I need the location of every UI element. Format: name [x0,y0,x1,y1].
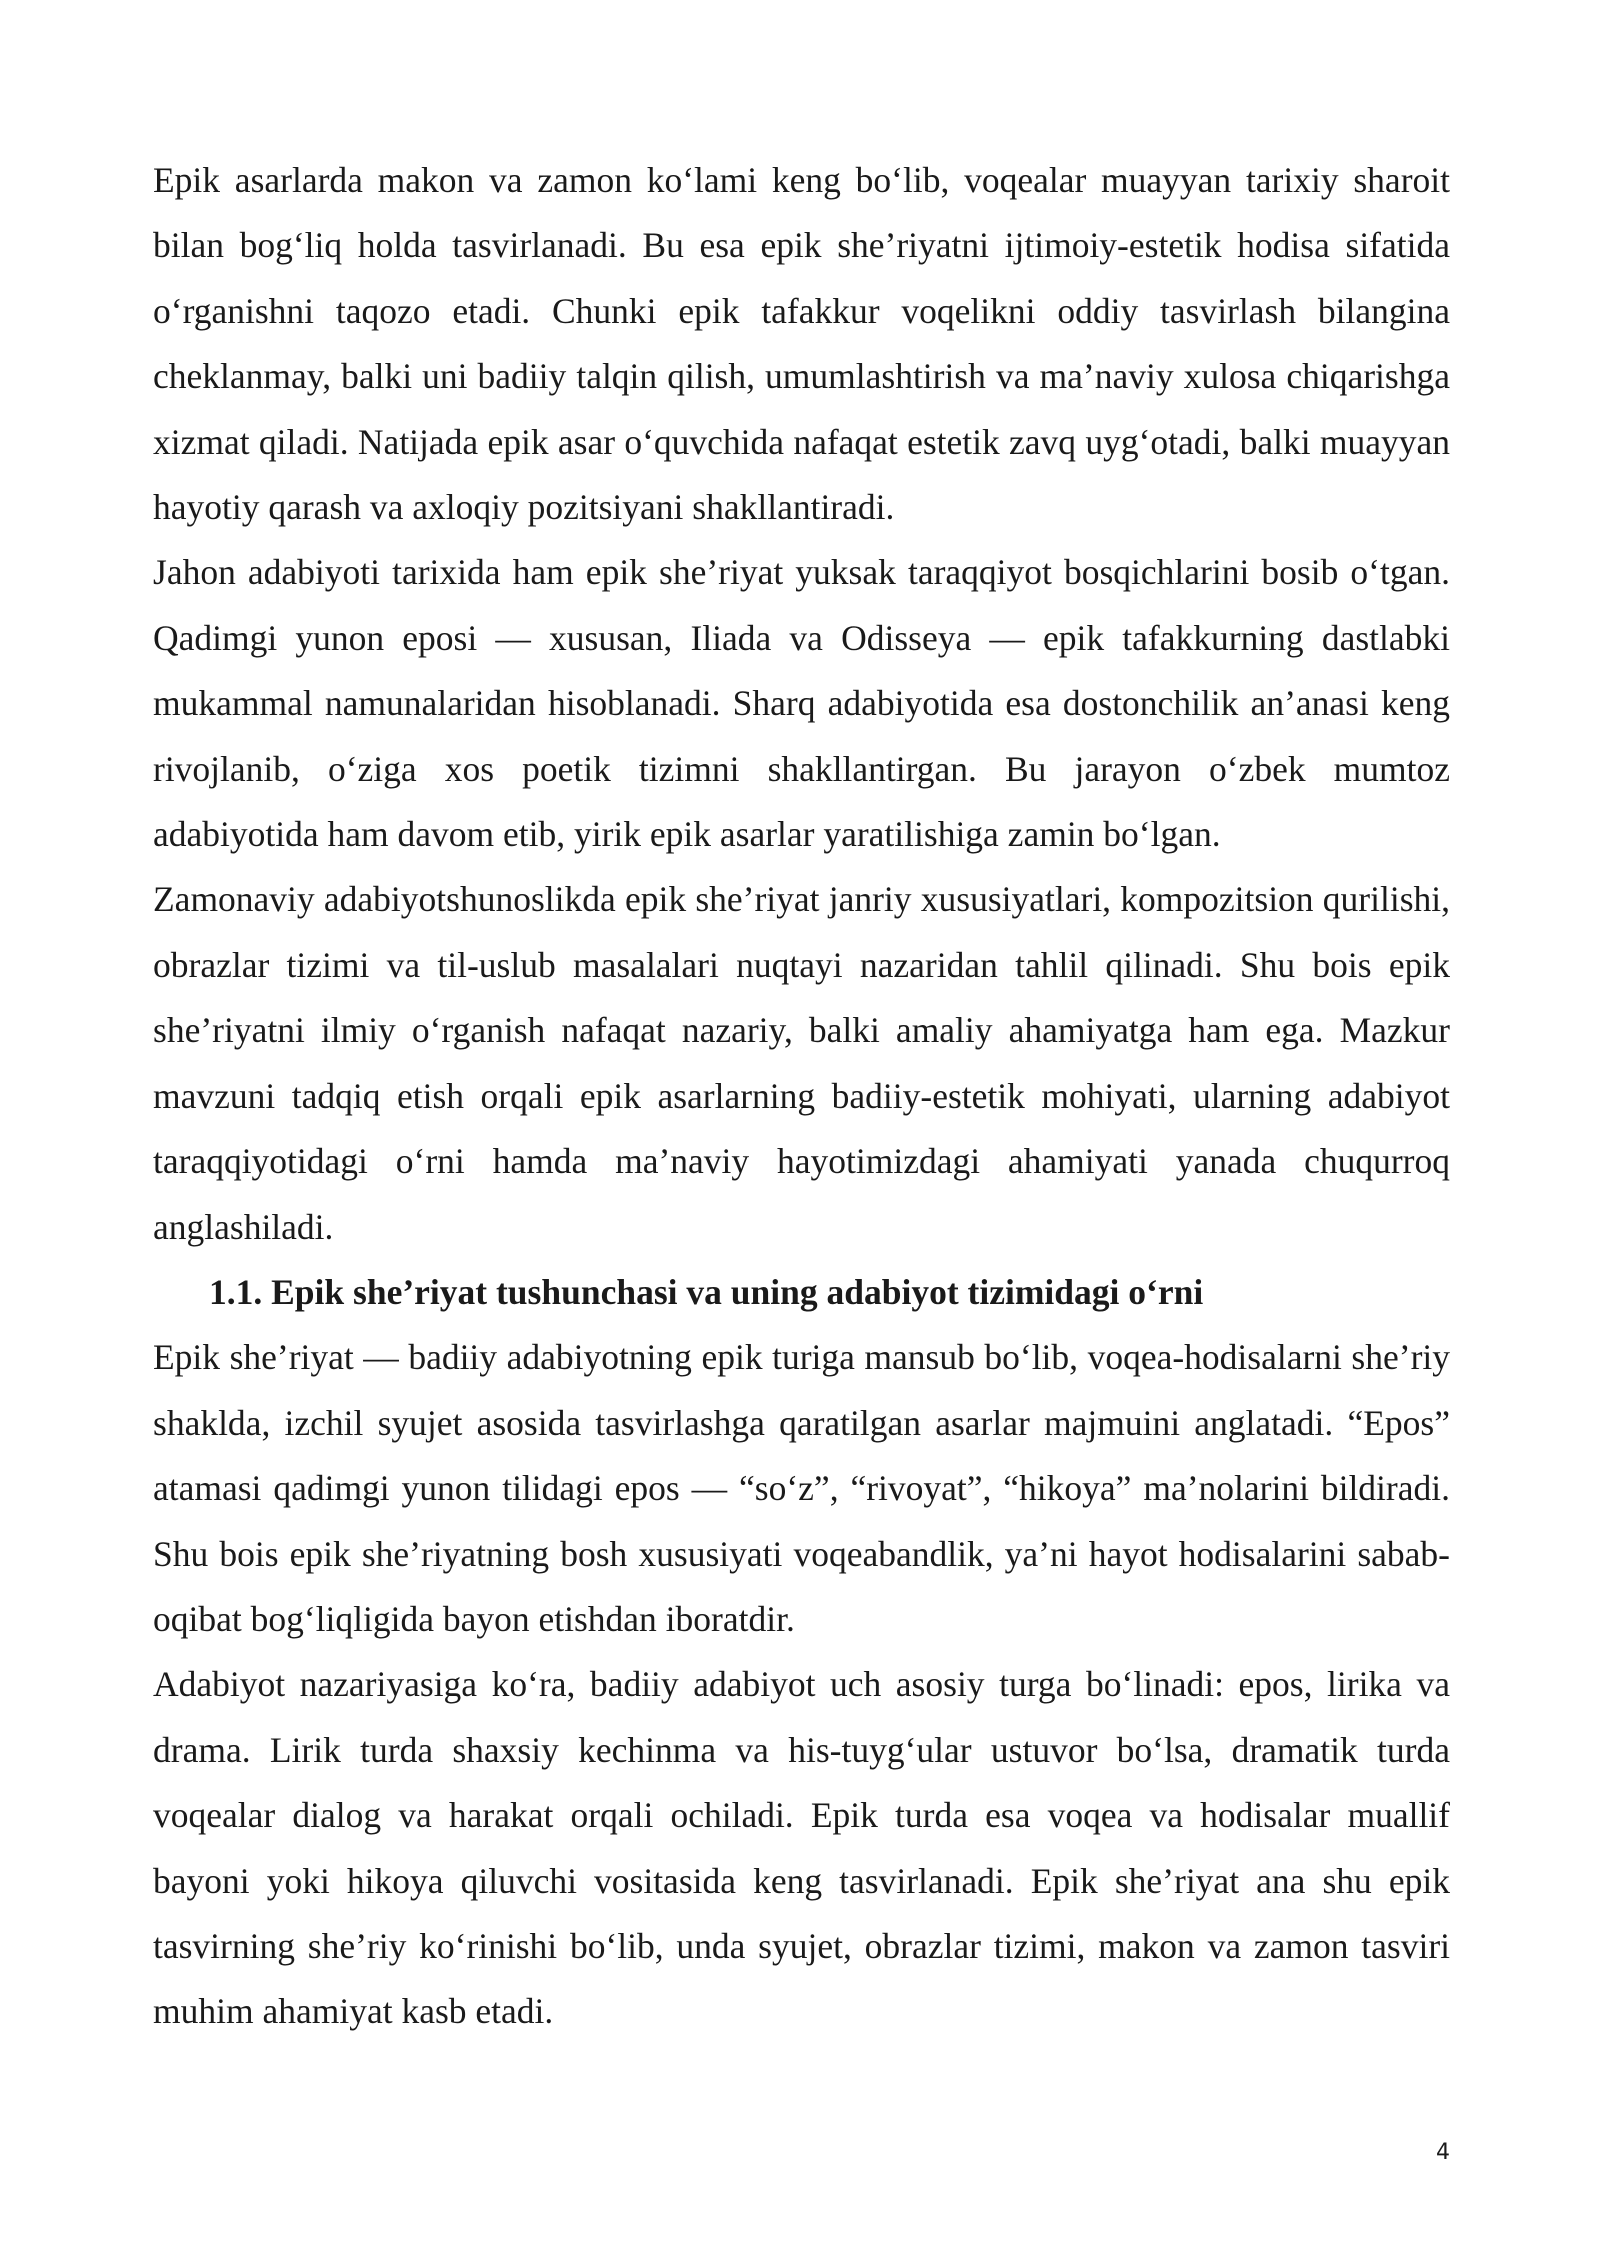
paragraph-epic-space-time: Epik asarlarda makon va zamon ko‘lami keng bo‘lib, voqealar muayyan tarixiy sharoit bilan bog‘liq holda tasvirlanadi. Bu esa epik she’riyatni ijtimoiy-estetik hodisa sifatida o‘rganishni taqozo etadi. Chunki epik tafakkur voqelikni oddiy tasvirlash bilangina cheklanmay, balki uni badiiy talqin qilish, umumlashtirish va ma’naviy xulosa chiqarishga xizmat qiladi. Natijada epik asar o‘quvchida nafaqat estetik zavq uyg‘otadi, balki muayyan hayotiy qarash va axloqiy pozitsiyani shakllantiradi. [153,160,1450,528]
paragraph-modern-studies: Zamonaviy adabiyotshunoslikda epik she’riyat janriy xususiyatlari, kompozitsion qurilishi, obrazlar tizimi va til-uslub masalalari nuqtayi nazaridan tahlil qilinadi. Shu bois epik she’riyatni ilmiy o‘rganish nafaqat nazariy, balki amaliy ahamiyatga ham ega. Mazkur mavzuni tadqiq etish orqali epik asarlarning badiiy-estetik mohiyati, ularning adabiyot taraqqiyotidagi o‘rni hamda ma’naviy hayotimizdagi ahamiyati yanada chuqurroq anglashiladi. [153,879,1450,1247]
paragraph-world-literature: Jahon adabiyoti tarixida ham epik she’riyat yuksak taraqqiyot bosqichlarini bosib o‘tgan. Qadimgi yunon eposi — xususan, Iliada va Odisseya — epik tafakkurning dastlabki mukammal namunalaridan hisoblanadi. Sharq adabiyotida esa dostonchilik an’anasi keng rivojlanib, o‘ziga xos poetik tizimni shakllantirgan. Bu jarayon o‘zbek mumtoz adabiyotida ham davom etib, yirik epik asarlar yaratilishiga zamin bo‘lgan. [153,552,1450,855]
paragraph-epic-definition: Epik she’riyat — badiiy adabiyotning epik turiga mansub bo‘lib, voqea-hodisalarni she’riy shaklda, izchil syujet asosida tasvirlashga qaratilgan asarlar majmuini anglatadi. “Epos” atamasi qadimgi yunon tilidagi epos — “so‘z”, “rivoyat”, “hikoya” ma’nolarini bildiradi. Shu bois epik she’riyatning bosh xususiyati voqeabandlik, ya’ni hayot hodisalarini sabab-oqibat bog‘liqligida bayon etishdan iboratdir. [153,1337,1450,1639]
page-number: 4 [1436,2140,1450,2165]
section-heading: 1.1. Epik she’riyat tushunchasi va uning adabiyot tizimidagi o‘rni [209,1271,1204,1312]
body-text [153,148,1450,2045]
paragraph-literary-kinds: Adabiyot nazariyasiga ko‘ra, badiiy adabiyot uch asosiy turga bo‘linadi: epos, lirika va drama. Lirik turda shaxsiy kechinma va his-tuyg‘ular ustuvor bo‘lsa, dramatik turda voqealar dialog va harakat orqali ochiladi. Epik turda esa voqea va hodisalar muallif bayoni yoki hikoya qiluvchi vositasida keng tasvirlanadi. Epik she’riyat ana shu epik tasvirning she’riy ko‘rinishi bo‘lib, unda syujet, obrazlar tizimi, makon va zamon tasviri muhim ahamiyat kasb etadi. [153,1664,1450,2032]
